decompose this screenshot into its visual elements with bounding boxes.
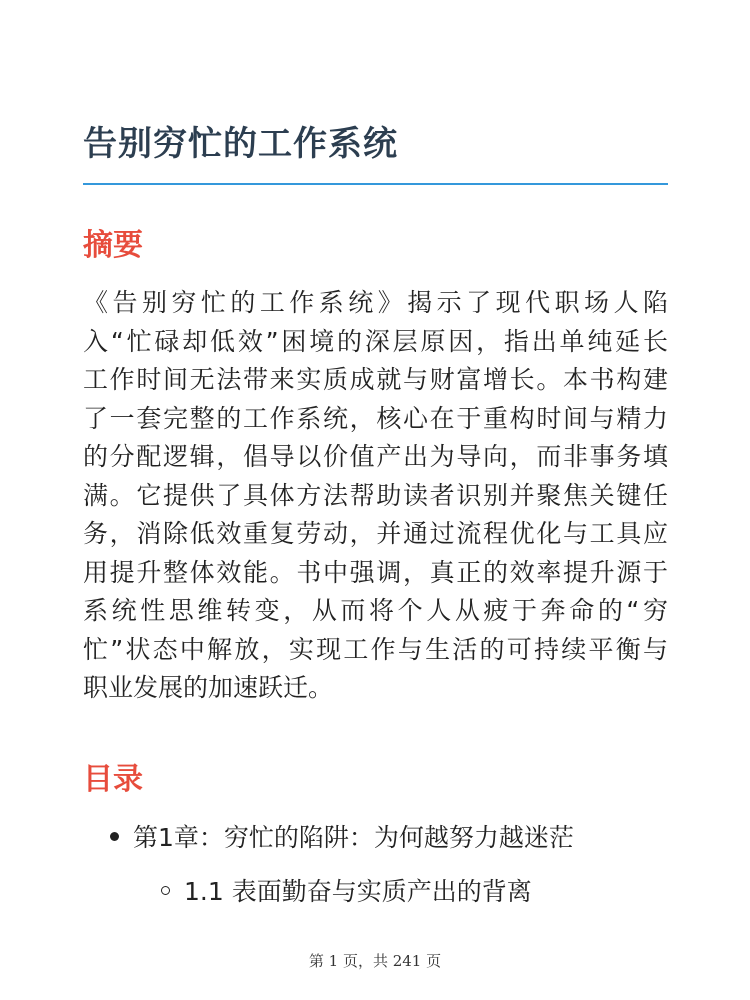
abstract-line: 的分配逻辑，倡导以价值产出为导向，而非事务填 <box>83 442 668 471</box>
abstract-line: 系统性思维转变，从而将个人从疲于奔命的“穷 <box>83 596 668 625</box>
toc-item-chapter-1[interactable] <box>110 818 574 854</box>
abstract-line: 满。它提供了具体方法帮助读者识别并聚焦关键任 <box>83 480 668 510</box>
abstract-line: 了一套完整的工作系统，核心在于重构时间与精力 <box>83 403 668 433</box>
abstract-line: 忙”状态中解放，实现工作与生活的可持续平衡与 <box>83 634 668 664</box>
abstract-line: 职业发展的加速跃迁。 <box>83 673 334 702</box>
abstract-heading: 摘要 <box>83 228 143 263</box>
page-number-footer: 第 1 页，共 241 页 <box>308 952 442 970</box>
bullet-circle-icon <box>161 886 170 895</box>
document-title: 告别穷忙的工作系统 <box>83 124 398 164</box>
title-divider <box>83 183 668 185</box>
abstract-line: 务，消除低效重复劳动，并通过流程优化与工具应 <box>83 519 668 548</box>
abstract-paragraph <box>83 284 668 708</box>
abstract-line: 工作时间无法带来实质成就与财富增长。本书构建 <box>83 365 668 394</box>
toc-item-label: 1.1 表面勤奋与实质产出的背离 <box>184 877 532 906</box>
abstract-line: 入“忙碌却低效”困境的深层原因，指出单纯延长 <box>83 326 668 356</box>
toc-heading: 目录 <box>83 762 143 797</box>
abstract-line: 用提升整体效能。书中强调，真正的效率提升源于 <box>83 557 668 587</box>
toc-item-section-1-1[interactable] <box>161 872 532 908</box>
bullet-disc-icon <box>110 832 119 841</box>
abstract-line: 《告别穷忙的工作系统》揭示了现代职场人陷 <box>83 288 668 317</box>
toc-item-label: 第1章：穷忙的陷阱：为何越努力越迷茫 <box>133 823 574 852</box>
